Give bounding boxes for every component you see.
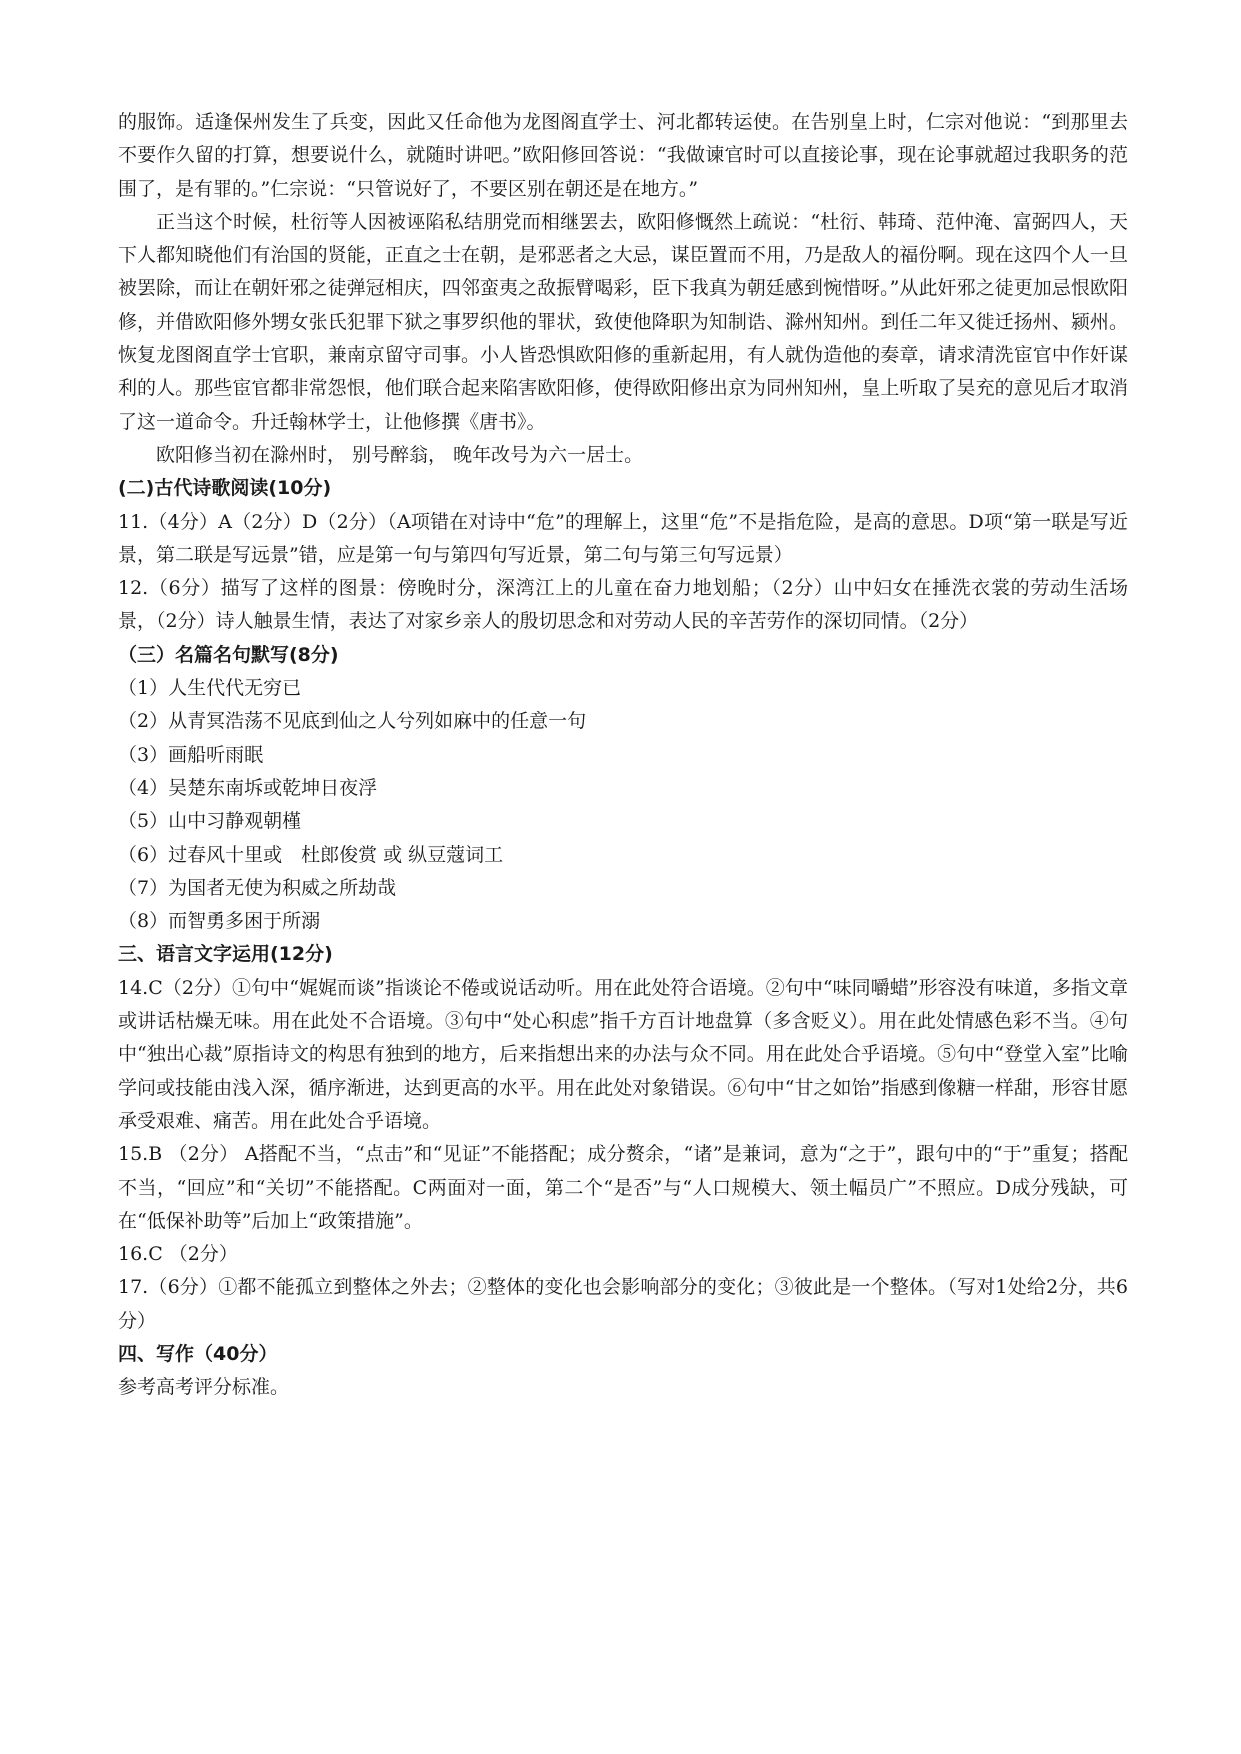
paragraph-3: 欧阳修当初在滁州时， 别号醉翁， 晚年改号为六一居士。 bbox=[156, 443, 644, 466]
recitation-item-3: （3）画船听雨眠 bbox=[118, 743, 264, 766]
recitation-item-2: （2）从青冥浩荡不见底到仙之人兮列如麻中的任意一句 bbox=[118, 710, 587, 733]
recitation-item-4: （4）吴楚东南坼或乾坤日夜浮 bbox=[118, 776, 378, 799]
recitation-item-5: （5）山中习静观朝槿 bbox=[118, 810, 302, 833]
paragraph-2: 正当这个时候，杜衍等人因被诬陷私结朋党而相继罢去，欧阳修慨然上疏说：“杜衍、韩琦、范仲淹、富弼四人，天下人都知晓他们有治国的贤能，正直之士在朝，是邪恶者之大忌，谋臣置而不用，乃是敌人的福份啊。现在这四个人一旦被罢除，而让在朝奸邪之徒弹冠相庆，四邻蛮夷之敌振臂喝彩，臣下我真为朝廷感到惋惜呀。”从此奸邪之徒更加忌恨欧阳修，并借欧阳修外甥女张氏犯罪下狱之事罗织他的罪状，致使他降职为知制诰、滁州知州。到任二年又徙迁扬州、颍州。恢复龙图阁直学士官职，兼南京留守司事。小人皆恐惧欧阳修的重新起用，有人就伪造他的奏章，请求清洗宦官中作奸谋利的人。那些宦官都非常怨恨，他们联合起来陷害欧阳修，使得欧阳修出京为同州知州，皇上听取了吴充的意见后才取消了这一道命令。升迁翰林学士，让他修撰《唐书》。 bbox=[118, 210, 1128, 433]
answer-15: 15.B （2分） A搭配不当，“点击”和“见证”不能搭配；成分赘余，“诸”是兼词，意为“之于”，跟句中的“于”重复；搭配不当，“回应”和“关切”不能搭配。C两面对一面，第二个“是否”与“人口规模大、领土幅员广”不照应。D成分残缺，可在“低保补助等”后加上“政策措施”。 bbox=[118, 1143, 1128, 1232]
paragraph-1: 的服饰。适逢保州发生了兵变，因此又任命他为龙图阁直学士、河北都转运使。在告别皇上时，仁宗对他说：“到那里去不要作久留的打算，想要说什么，就随时讲吧。”欧阳修回答说：“我做谏官时可以直接论事，现在论事就超过我职务的范围了，是有罪的。”仁宗说：“只管说好了，不要区别在朝还是在地方。” bbox=[118, 111, 1128, 200]
recitation-item-6: （6）过春风十里或 杜郎俊赏 或 纵豆蔻词工 bbox=[118, 843, 504, 866]
answer-16: 16.C （2分） bbox=[118, 1243, 238, 1266]
answer-14: 14.C（2分）①句中“娓娓而谈”指谈论不倦或说话动听。用在此处符合语境。②句中“味同嚼蜡”形容没有味道，多指文章或讲话枯燥无味。用在此处不合语境。③句中“处心积虑”指千方百计地盘算（多含贬义）。用在此处情感色彩不当。④句中“独出心裁”原指诗文的构思有独到的地方，后来指想出来的办法与众不同。用在此处合乎语境。⑤句中“登堂入室”比喻学问或技能由浅入深，循序渐进，达到更高的水平。用在此处对象错误。⑥句中“甘之如饴”指感到像糖一样甜，形容甘愿承受艰难、痛苦。用在此处合乎语境。 bbox=[118, 976, 1128, 1132]
recitation-item-1: （1）人生代代无穷已 bbox=[118, 677, 302, 700]
section-heading-recitation: （三）名篇名句默写(8分) bbox=[118, 643, 339, 666]
section-heading-poetry: (二)古代诗歌阅读(10分) bbox=[118, 477, 332, 500]
recitation-item-7: （7）为国者无使为积威之所劫哉 bbox=[118, 876, 397, 899]
answer-12: 12.（6分）描写了这样的图景：傍晚时分，深湾江上的儿童在奋力地划船；（2分）山中妇女在捶洗衣裳的劳动生活场景，（2分）诗人触景生情，表达了对家乡亲人的殷切思念和对劳动人民的辛苦劳作的深切同情。（2分） bbox=[118, 577, 1128, 633]
document-page bbox=[118, 106, 1128, 1405]
answer-17: 17.（6分）①都不能孤立到整体之外去；②整体的变化也会影响部分的变化；③彼此是一个整体。（写对1处给2分，共6分） bbox=[118, 1276, 1128, 1332]
recitation-item-8: （8）而智勇多困于所溺 bbox=[118, 910, 321, 933]
section-heading-writing: 四、写作（40分） bbox=[118, 1342, 278, 1365]
section-heading-language: 三、语言文字运用(12分) bbox=[118, 943, 333, 966]
writing-note: 参考高考评分标准。 bbox=[118, 1376, 290, 1399]
answer-11: 11.（4分）A（2分）D（2分）（A项错在对诗中“危”的理解上，这里“危”不是指危险，是高的意思。D项“第一联是写近景，第二联是写远景”错，应是第一句与第四句写近景，第二句与第三句写远景） bbox=[118, 510, 1128, 566]
